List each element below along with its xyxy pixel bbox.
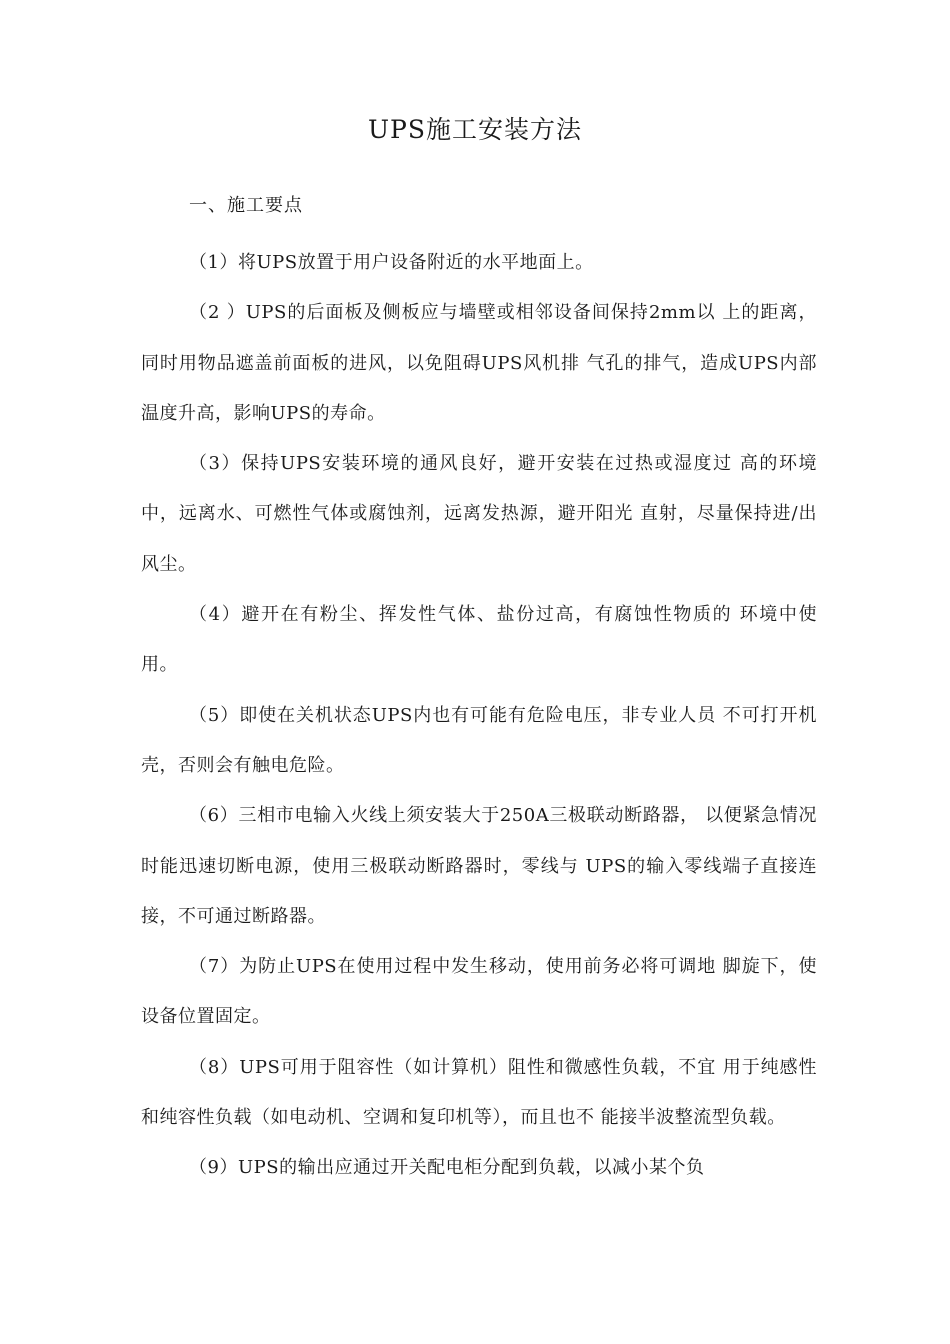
paragraph-2: （2 ）UPS的后面板及侧板应与墙壁或相邻设备间保持2mm以 上的距离，同时用物品遮盖前面板的进风，以免阻碍UPS风机排 气孔的排气，造成UPS内部温度升高，影响UPS的寿命。 [141, 302, 817, 424]
paragraph-7: （7）为防止UPS在使用过程中发生移动，使用前务必将可调地 脚旋下，使设备位置固定。 [141, 956, 817, 1028]
section-heading: 一、施工要点 [189, 195, 303, 216]
document-title: UPS施工安装方法 [367, 115, 583, 144]
document-body [141, 238, 817, 1194]
paragraph-3: （3）保持UPS安装环境的通风良好，避开安装在过热或湿度过 高的环境中，远离水、可燃性气体或腐蚀剂，远离发热源，避开阳光 直射，尽量保持进/出风尘。 [141, 453, 817, 575]
paragraph-6: （6）三相市电输入火线上须安装大于250A三极联动断路器， 以便紧急情况时能迅速切断电源，使用三极联动断路器时，零线与 UPS的输入零线端子直接连接，不可通过断路器。 [141, 805, 817, 927]
paragraph-1: （1）将UPS放置于用户设备附近的水平地面上。 [189, 252, 594, 273]
paragraph-8: （8）UPS可用于阻容性（如计算机）阻性和微感性负载，不宜 用于纯感性和纯容性负载（如电动机、空调和复印机等），而且也不 能接半波整流型负载。 [141, 1056, 817, 1129]
paragraph-4: （4）避开在有粉尘、挥发性气体、盐份过高，有腐蚀性物质的 环境中使用。 [141, 604, 817, 676]
paragraph-9: （9）UPS的输出应通过开关配电柜分配到负载，以减小某个负 [189, 1157, 705, 1179]
paragraph-5: （5）即使在关机状态UPS内也有可能有危险电压，非专业人员 不可打开机壳，否则会有触电危险。 [141, 704, 817, 776]
